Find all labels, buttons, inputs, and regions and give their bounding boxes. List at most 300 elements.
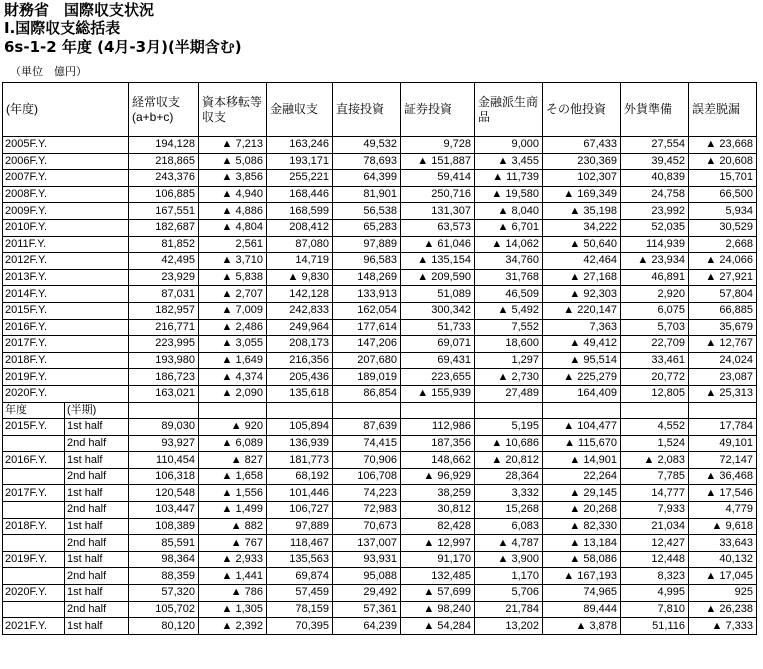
table-cell: 13,202 [475,618,543,635]
table-cell: ▲ 7,009 [199,302,267,319]
table-cell: ▲ 920 [199,419,267,436]
table-row [3,269,757,286]
column-header: 誤差脱漏 [689,83,757,137]
table-cell: ▲ 26,238 [689,601,757,618]
table-cell: 27,489 [475,385,543,402]
table-cell: 20,772 [621,369,689,386]
row-label [3,435,65,452]
table-cell: ▲ 209,590 [401,269,475,286]
table-cell: 106,318 [129,468,199,485]
table-cell: 52,035 [621,219,689,236]
table-cell: ▲ 827 [199,452,267,469]
table-cell: ▲ 8,040 [475,203,543,220]
table-row [3,336,757,353]
row-label: 2014F.Y. [3,286,129,303]
table-cell: ▲ 20,812 [475,452,543,469]
table-cell: 97,889 [333,236,401,253]
table-cell: 21,784 [475,601,543,618]
table-cell: 97,889 [267,518,333,535]
table-cell: 133,913 [333,286,401,303]
table-cell: ▲ 3,055 [199,336,267,353]
table-cell: 63,573 [401,219,475,236]
table-cell: 148,662 [401,452,475,469]
table-cell: 46,509 [475,286,543,303]
row-label: 2019F.Y. [3,551,65,568]
table-cell: ▲ 167,193 [543,568,621,585]
row-label: 2016F.Y. [3,452,65,469]
table-cell: ▲ 225,279 [543,369,621,386]
table-cell: 24,024 [689,352,757,369]
half-label: 2nd half [65,435,129,452]
table-cell: 4,552 [621,419,689,436]
table-cell: 168,446 [267,186,333,203]
table-cell: 23,929 [129,269,199,286]
table-title: 6s-1-2 年度 (4月-3月)(半期含む) [4,38,242,56]
table-cell: 66,885 [689,302,757,319]
table-cell: ▲ 3,900 [475,551,543,568]
table-cell: 87,031 [129,286,199,303]
table-row [3,452,757,469]
table-cell: 136,939 [267,435,333,452]
empty-cell [199,402,267,419]
table-cell: 7,785 [621,468,689,485]
table-row [3,585,757,602]
table-cell: 5,703 [621,319,689,336]
table-cell: ▲ 4,804 [199,219,267,236]
row-label: 2006F.Y. [3,153,129,170]
table-cell: 30,812 [401,502,475,519]
table-cell: 14,777 [621,485,689,502]
table-cell: 167,551 [129,203,199,220]
table-cell: 135,563 [267,551,333,568]
table-row [3,369,757,386]
table-cell: 95,088 [333,568,401,585]
table-cell: 38,259 [401,485,475,502]
table-cell: 6,075 [621,302,689,319]
table-cell: 15,268 [475,502,543,519]
table-cell: ▲ 9,830 [267,269,333,286]
table-cell: ▲ 5,086 [199,153,267,170]
table-cell: 78,693 [333,153,401,170]
table-cell: ▲ 2,083 [621,452,689,469]
table-row [3,153,757,170]
table-cell: 74,223 [333,485,401,502]
table-cell: 9,728 [401,137,475,154]
table-row [3,468,757,485]
table-cell: ▲ 2,933 [199,551,267,568]
table-cell: 31,768 [475,269,543,286]
table-cell: ▲ 4,886 [199,203,267,220]
half-label: 2nd half [65,468,129,485]
table-cell: ▲ 12,997 [401,535,475,552]
table-cell: 7,552 [475,319,543,336]
table-cell: 181,773 [267,452,333,469]
header-row [3,83,757,137]
table-cell: 2,561 [199,236,267,253]
table-row [3,385,757,402]
table-cell: 59,414 [401,170,475,187]
table-cell: ▲ 36,468 [689,468,757,485]
table-cell: ▲ 2,090 [199,385,267,402]
table-cell: 34,222 [543,219,621,236]
table-cell: 223,655 [401,369,475,386]
row-label [3,502,65,519]
row-label [3,468,65,485]
table-cell: ▲ 2,486 [199,319,267,336]
table-cell: ▲ 2,392 [199,618,267,635]
table-row [3,253,757,270]
table-cell: 110,454 [129,452,199,469]
table-row [3,236,757,253]
table-cell: 189,019 [333,369,401,386]
half-label: 1st half [65,585,129,602]
table-cell: ▲ 3,455 [475,153,543,170]
table-cell: ▲ 767 [199,535,267,552]
half-label: 1st half [65,618,129,635]
table-cell: 106,708 [333,468,401,485]
table-cell: 106,727 [267,502,333,519]
row-label: 2012F.Y. [3,253,129,270]
table-cell: ▲ 151,887 [401,153,475,170]
table-cell: 34,760 [475,253,543,270]
table-cell: 15,701 [689,170,757,187]
table-cell: 39,452 [621,153,689,170]
table-cell: 132,485 [401,568,475,585]
table-cell: ▲ 11,739 [475,170,543,187]
table-cell: 56,538 [333,203,401,220]
table-cell: 57,361 [333,601,401,618]
table-cell: 5,195 [475,419,543,436]
table-cell: 12,448 [621,551,689,568]
table-cell: 85,591 [129,535,199,552]
table-cell: 208,412 [267,219,333,236]
table-cell: 89,444 [543,601,621,618]
table-cell: ▲ 35,198 [543,203,621,220]
table-cell: ▲ 2,707 [199,286,267,303]
table-cell: 9,000 [475,137,543,154]
table-cell: 64,399 [333,170,401,187]
column-header: 証券投資 [401,83,475,137]
table-cell: 65,283 [333,219,401,236]
table-cell: 162,054 [333,302,401,319]
table-cell: 74,965 [543,585,621,602]
table-cell: 22,709 [621,336,689,353]
table-cell: ▲ 169,349 [543,186,621,203]
column-header: 経常収支(a+b+c) [129,83,199,137]
table-cell: 120,548 [129,485,199,502]
column-header: 金融派生商品 [475,83,543,137]
table-cell: 137,007 [333,535,401,552]
row-label: 2020F.Y. [3,585,65,602]
row-label: 2010F.Y. [3,219,129,236]
row-label: 2011F.Y. [3,236,129,253]
table-cell: ▲ 6,089 [199,435,267,452]
table-cell: ▲ 6,701 [475,219,543,236]
half-label: 2nd half [65,535,129,552]
table-cell: ▲ 61,046 [401,236,475,253]
table-cell: 7,363 [543,319,621,336]
table-cell: ▲ 14,062 [475,236,543,253]
table-cell: 216,356 [267,352,333,369]
page-title: 財務省 国際収支状況 [4,1,155,19]
empty-cell [543,402,621,419]
table-cell: ▲ 27,168 [543,269,621,286]
table-cell: 69,431 [401,352,475,369]
table-cell: 163,246 [267,137,333,154]
table-cell: ▲ 29,145 [543,485,621,502]
table-cell: 186,723 [129,369,199,386]
column-header: 直接投資 [333,83,401,137]
table-cell: 24,758 [621,186,689,203]
table-cell: ▲ 1,658 [199,468,267,485]
half-label: 1st half [65,518,129,535]
table-cell: 177,614 [333,319,401,336]
row-label: 2009F.Y. [3,203,129,220]
column-header: その他投資 [543,83,621,137]
table-cell: ▲ 7,333 [689,618,757,635]
table-cell: 51,733 [401,319,475,336]
table-cell: 93,927 [129,435,199,452]
table-cell: 40,132 [689,551,757,568]
half-label: 2nd half [65,568,129,585]
table-row [3,502,757,519]
table-cell: 101,446 [267,485,333,502]
table-cell: ▲ 135,154 [401,253,475,270]
table-cell: 33,461 [621,352,689,369]
table-cell: ▲ 23,668 [689,137,757,154]
table-cell: 103,447 [129,502,199,519]
half-label: 1st half [65,419,129,436]
table-cell: ▲ 49,412 [543,336,621,353]
table-cell: 6,083 [475,518,543,535]
table-cell: 164,409 [543,385,621,402]
table-cell: 193,171 [267,153,333,170]
column-header: 金融収支 [267,83,333,137]
table-cell: 102,307 [543,170,621,187]
table-cell: ▲ 1,441 [199,568,267,585]
table-cell: 70,395 [267,618,333,635]
table-row [3,535,757,552]
table-cell: 135,618 [267,385,333,402]
table-cell: ▲ 1,499 [199,502,267,519]
table-cell: 242,833 [267,302,333,319]
table-cell: 205,436 [267,369,333,386]
table-row [3,203,757,220]
empty-cell [267,402,333,419]
row-label: 2021F.Y. [3,618,65,635]
row-label: 2015F.Y. [3,302,129,319]
table-cell: 42,495 [129,253,199,270]
row-label: 2019F.Y. [3,369,129,386]
table-cell: ▲ 10,686 [475,435,543,452]
table-cell: ▲ 14,901 [543,452,621,469]
table-cell: 28,364 [475,468,543,485]
empty-cell [401,402,475,419]
table-cell: ▲ 9,618 [689,518,757,535]
table-row [3,485,757,502]
column-header: 外貨準備 [621,83,689,137]
table-cell: 147,206 [333,336,401,353]
table-cell: 250,716 [401,186,475,203]
table-cell: ▲ 98,240 [401,601,475,618]
table-cell: 93,931 [333,551,401,568]
table-cell: 67,433 [543,137,621,154]
table-cell: 72,147 [689,452,757,469]
table-cell: ▲ 3,710 [199,253,267,270]
table-cell: 187,356 [401,435,475,452]
table-cell: ▲ 25,313 [689,385,757,402]
table-cell: 207,680 [333,352,401,369]
table-cell: 69,071 [401,336,475,353]
table-cell: 51,116 [621,618,689,635]
empty-cell [129,402,199,419]
table-cell: ▲ 104,477 [543,419,621,436]
table-cell: ▲ 12,767 [689,336,757,353]
table-cell: 57,320 [129,585,199,602]
table-cell: 1,524 [621,435,689,452]
section-title: Ⅰ.国際収支総括表 [4,19,121,37]
table-cell: 87,639 [333,419,401,436]
table-cell: ▲ 96,929 [401,468,475,485]
table-cell: ▲ 2,730 [475,369,543,386]
table-row [3,219,757,236]
half-label: 2nd half [65,601,129,618]
table-cell: 86,854 [333,385,401,402]
table-cell: 23,087 [689,369,757,386]
table-row [3,518,757,535]
row-label: 2013F.Y. [3,269,129,286]
table-cell: 7,810 [621,601,689,618]
table-cell: 106,885 [129,186,199,203]
table-cell: 29,492 [333,585,401,602]
column-header [65,83,129,137]
table-cell: 18,600 [475,336,543,353]
table-cell: 64,239 [333,618,401,635]
empty-cell [621,402,689,419]
balance-of-payments-table [2,82,757,635]
table-cell: 118,467 [267,535,333,552]
table-cell: 82,428 [401,518,475,535]
table-row [3,286,757,303]
table-cell: 74,415 [333,435,401,452]
table-cell: 218,865 [129,153,199,170]
half-label: 1st half [65,551,129,568]
table-cell: ▲ 3,856 [199,170,267,187]
table-cell: 105,894 [267,419,333,436]
row-label [3,568,65,585]
row-label: 2008F.Y. [3,186,129,203]
table-row [3,319,757,336]
row-label: 2018F.Y. [3,352,129,369]
table-cell: 14,719 [267,253,333,270]
table-cell: 87,080 [267,236,333,253]
table-cell: 182,687 [129,219,199,236]
table-cell: 81,852 [129,236,199,253]
table-cell: 182,957 [129,302,199,319]
table-cell: 148,269 [333,269,401,286]
table-cell: ▲ 4,940 [199,186,267,203]
table-cell: 4,779 [689,502,757,519]
table-cell: ▲ 17,045 [689,568,757,585]
table-cell: 925 [689,585,757,602]
table-cell: ▲ 1,649 [199,352,267,369]
table-row [3,302,757,319]
table-cell: 230,369 [543,153,621,170]
table-cell: 108,389 [129,518,199,535]
table-cell: ▲ 220,147 [543,302,621,319]
table-cell: 49,532 [333,137,401,154]
table-cell: 22,264 [543,468,621,485]
table-cell: 70,906 [333,452,401,469]
table-cell: 193,980 [129,352,199,369]
table-cell: 5,934 [689,203,757,220]
table-cell: ▲ 882 [199,518,267,535]
half-label: 1st half [65,485,129,502]
table-cell: 255,221 [267,170,333,187]
table-cell: ▲ 23,934 [621,253,689,270]
row-label: 2017F.Y. [3,336,129,353]
table-row [3,186,757,203]
table-cell: 35,679 [689,319,757,336]
half-label: 2nd half [65,502,129,519]
table-cell: 96,583 [333,253,401,270]
table-cell: ▲ 5,838 [199,269,267,286]
table-cell: 70,673 [333,518,401,535]
table-cell: 40,839 [621,170,689,187]
table-cell: 17,784 [689,419,757,436]
table-cell: 12,805 [621,385,689,402]
table-cell: 300,342 [401,302,475,319]
table-cell: ▲ 57,699 [401,585,475,602]
table-cell: 69,874 [267,568,333,585]
table-cell: 142,128 [267,286,333,303]
row-label: 2017F.Y. [3,485,65,502]
table-cell: 216,771 [129,319,199,336]
table-cell: 57,804 [689,286,757,303]
table-cell: ▲ 20,268 [543,502,621,519]
table-cell: 30,529 [689,219,757,236]
table-cell: 72,983 [333,502,401,519]
row-label: 2020F.Y. [3,385,129,402]
table-cell: ▲ 4,374 [199,369,267,386]
row-label: 2015F.Y. [3,419,65,436]
table-row [3,137,757,154]
table-cell: 223,995 [129,336,199,353]
empty-cell [689,402,757,419]
table-row [3,419,757,436]
table-cell: 114,939 [621,236,689,253]
table-row [3,170,757,187]
empty-cell [333,402,401,419]
column-header: (年度) [3,83,65,137]
table-cell: 249,964 [267,319,333,336]
table-cell: ▲ 1,556 [199,485,267,502]
table-cell: ▲ 24,066 [689,253,757,270]
row-label: 2018F.Y. [3,518,65,535]
empty-cell [475,402,543,419]
table-row [3,435,757,452]
table-cell: 21,034 [621,518,689,535]
unit-label: （単位 億円） [10,65,87,78]
table-cell: 4,995 [621,585,689,602]
table-cell: ▲ 27,921 [689,269,757,286]
table-cell: 1,297 [475,352,543,369]
table-cell: 131,307 [401,203,475,220]
table-cell: 12,427 [621,535,689,552]
table-cell: ▲ 155,939 [401,385,475,402]
table-row [3,601,757,618]
table-cell: 112,986 [401,419,475,436]
